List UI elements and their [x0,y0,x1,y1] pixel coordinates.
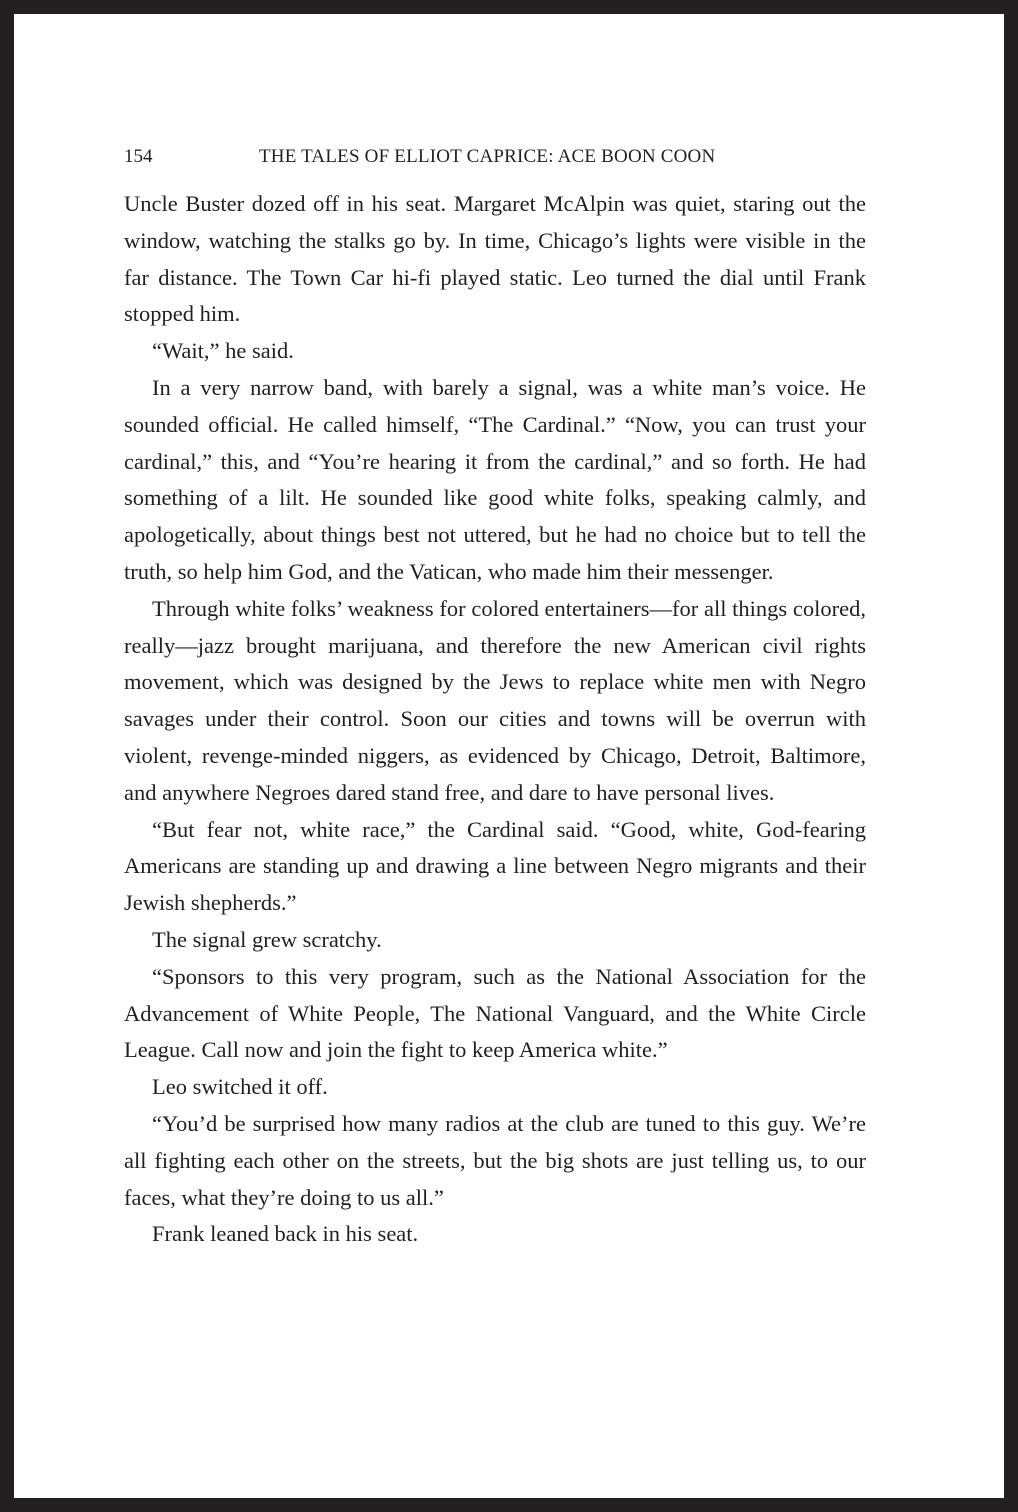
book-page [14,14,1004,1498]
page-number: 154 [124,146,153,167]
paragraph: The signal grew scratchy. [152,926,382,952]
book-title: THE TALES OF ELLIOT CAPRICE: ACE BOON COON [259,146,716,167]
body-text [124,186,866,1253]
paragraph: Through white folks’ weakness for colored entertainers—for all things colored, really—jazz brought marijuana, and therefore the new American civil rights movement, which was designed by the Jews to replace white men with Negro savages under their control. Soon our cities and towns will be overrun with violent, revenge-minded niggers, as evidenced by Chicago, Detroit, Baltimore, and anywhere Negroes dared stand free, and dare to have personal lives. [124,595,866,805]
paragraph: “Wait,” he said. [152,338,294,364]
paragraph: “But fear not, white race,” the Cardinal said. “Good, white, God-fearing Americans are standing up and drawing a line between Negro migrants and their Jewish shepherds.” [124,816,866,916]
paragraph: “You’d be surprised how many radios at the club are tuned to this guy. We’re all fighting each other on the streets, but the big shots are just telling us, to our faces, what they’re doing to us all.” [124,1110,866,1210]
paragraph: Uncle Buster dozed off in his seat. Margaret McAlpin was quiet, staring out the window, watching the stalks go by. In time, Chicago’s lights were visible in the far distance. The Town Car hi-fi played static. Leo turned the dial until Frank stopped him. [124,191,866,327]
paragraph: Frank leaned back in his seat. [152,1221,419,1247]
paragraph: In a very narrow band, with barely a signal, was a white man’s voice. He sounded official. He called himself, “The Cardinal.” “Now, you can trust your cardinal,” this, and “You’re hearing it from the cardinal,” and so forth. He had something of a lilt. He sounded like good white folks, speaking calmly, and apologetically, about things best not uttered, but he had no choice but to tell the truth, so help him God, and the Vatican, who made him their messenger. [124,374,866,584]
running-head [124,146,866,176]
paragraph: Leo switched it off. [152,1074,328,1100]
paragraph: “Sponsors to this very program, such as the National Association for the Advancement of White People, The National Vanguard, and the White Circle League. Call now and join the fight to keep America white.” [124,963,866,1063]
